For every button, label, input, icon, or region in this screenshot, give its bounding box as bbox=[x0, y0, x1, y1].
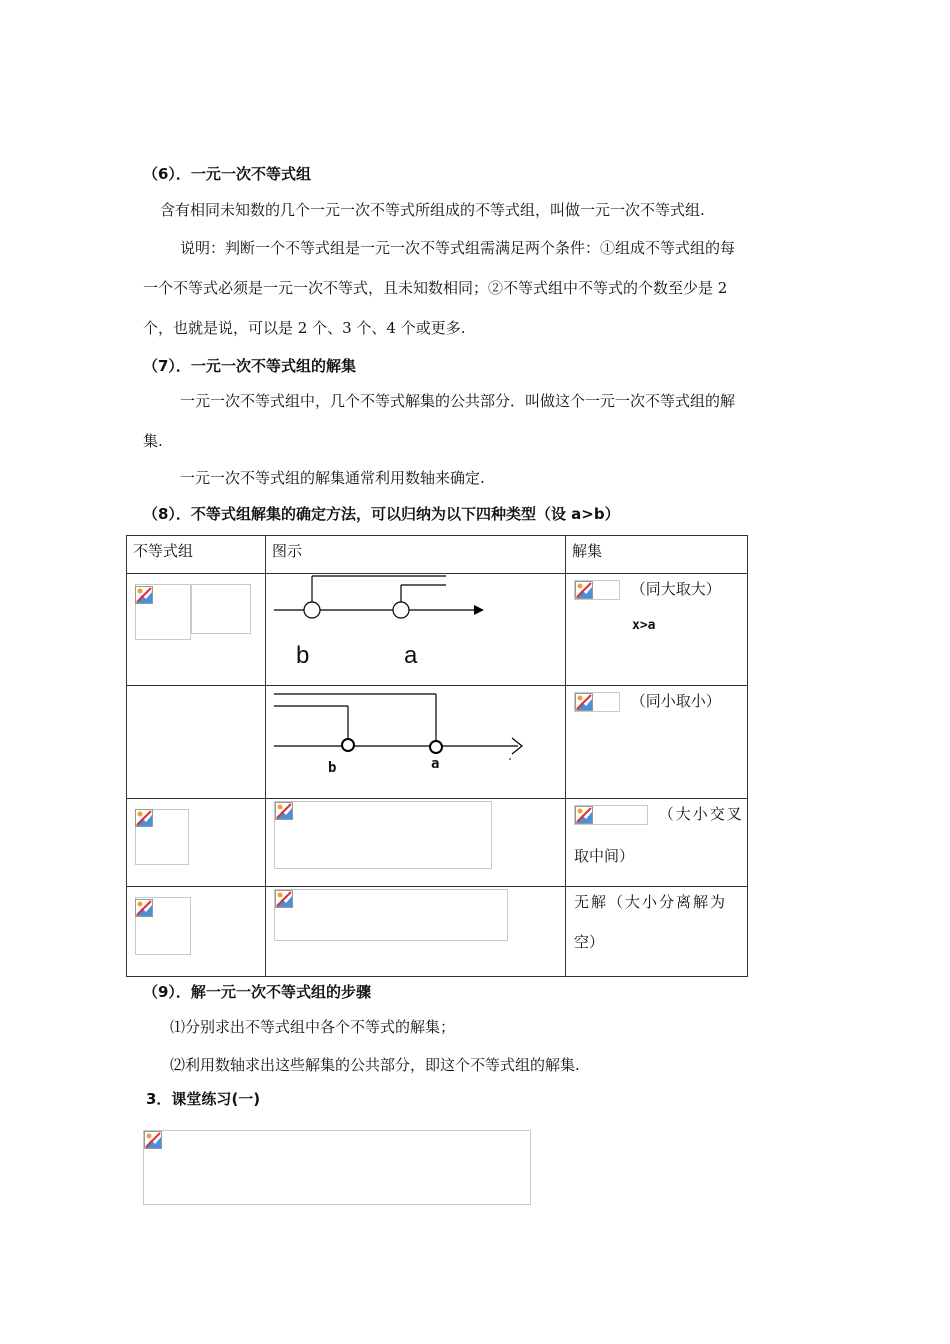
label-b: b bbox=[328, 760, 337, 776]
broken-image-icon bbox=[575, 693, 593, 711]
point-b-circle bbox=[304, 602, 320, 618]
table-row bbox=[127, 686, 748, 799]
image-placeholder bbox=[191, 584, 251, 634]
point-b-circle bbox=[342, 739, 354, 751]
table-row bbox=[127, 574, 748, 686]
section-6-note-line-2: 一个不等式必须是一元一次不等式，且未知数相同；②不等式组中不等式的个数至少是 2 bbox=[143, 279, 728, 297]
axis-arrow bbox=[474, 605, 484, 615]
table-cell bbox=[566, 887, 748, 977]
header-system: 不等式组 bbox=[133, 542, 194, 560]
inequality-types-table bbox=[126, 535, 748, 977]
broken-image-icon bbox=[135, 586, 153, 604]
section-6-note-line-3: 个，也就是说，可以是 2 个、3 个、4 个或更多. bbox=[143, 319, 466, 337]
broken-image-icon bbox=[135, 899, 153, 917]
solution-rule-line bbox=[574, 803, 744, 825]
table-cell bbox=[266, 686, 566, 799]
image-placeholder bbox=[574, 580, 620, 600]
section-7-note: 一元一次不等式组的解集通常利用数轴来确定. bbox=[180, 469, 485, 487]
section-6-title: （6）．一元一次不等式组 bbox=[143, 165, 311, 183]
table-header-row bbox=[127, 536, 748, 574]
section-7-title: （7）．一元一次不等式组的解集 bbox=[143, 357, 356, 375]
solution-rule-line bbox=[574, 690, 721, 712]
table-row bbox=[127, 887, 748, 977]
header-diagram: 图示 bbox=[272, 542, 303, 560]
table-cell bbox=[566, 574, 748, 686]
table-cell bbox=[127, 686, 266, 799]
section-7-definition-line-1: 一元一次不等式组中，几个不等式解集的公共部分．叫做这个一元一次不等式组的解 bbox=[180, 392, 736, 410]
section-6-note-line-1: 说明：判断一个不等式组是一元一次不等式组需满足两个条件：①组成不等式组的每 bbox=[180, 239, 736, 257]
broken-image-icon bbox=[135, 809, 153, 827]
solution-rule: （同大取大） bbox=[630, 580, 721, 598]
section-6-definition: 含有相同未知数的几个一元一次不等式所组成的不等式组，叫做一元一次不等式组. bbox=[160, 201, 705, 219]
table-cell bbox=[127, 799, 266, 887]
label-b: b bbox=[296, 642, 310, 669]
solution-expression: x>a bbox=[632, 618, 656, 633]
header-solution: 解集 bbox=[572, 542, 603, 560]
table-cell bbox=[127, 887, 266, 977]
classroom-practice-title: 3．课堂练习(一) bbox=[146, 1090, 261, 1108]
image-placeholder bbox=[574, 805, 648, 825]
section-9-title: （9）．解一元一次不等式组的步骤 bbox=[143, 983, 371, 1001]
header-cell bbox=[566, 536, 748, 574]
table-cell bbox=[127, 574, 266, 686]
broken-image-icon bbox=[144, 1131, 162, 1149]
table-row bbox=[127, 799, 748, 887]
image-placeholder bbox=[574, 692, 620, 712]
solution-rule-line-1: （大小交叉 bbox=[658, 805, 744, 823]
solution-rule: （同小取小） bbox=[630, 692, 721, 710]
solution-rule-line-2: 取中间） bbox=[574, 847, 635, 865]
label-a: a bbox=[404, 642, 418, 669]
point-a-circle bbox=[393, 602, 409, 618]
solution-rule-line-1: 无解（大小分离解为 bbox=[574, 893, 728, 911]
table-cell bbox=[266, 887, 566, 977]
point-a-circle bbox=[430, 741, 442, 753]
table-cell bbox=[566, 799, 748, 887]
solution-rule-line bbox=[574, 578, 721, 600]
section-9-step-1: ⑴分别求出不等式组中各个不等式的解集； bbox=[170, 1018, 456, 1036]
label-a: a bbox=[431, 756, 440, 772]
table-cell bbox=[266, 574, 566, 686]
broken-image-icon bbox=[575, 806, 593, 824]
number-line-diagram bbox=[266, 686, 566, 799]
section-7-definition-line-2: 集. bbox=[143, 432, 163, 450]
image-placeholder bbox=[274, 801, 492, 869]
header-cell bbox=[266, 536, 566, 574]
table-cell bbox=[266, 799, 566, 887]
broken-image-icon bbox=[575, 581, 593, 599]
table-cell bbox=[566, 686, 748, 799]
solution-rule-line-2: 空） bbox=[574, 933, 605, 951]
image-placeholder bbox=[143, 1130, 531, 1205]
section-9-step-2: ⑵利用数轴求出这些解集的公共部分，即这个不等式组的解集. bbox=[170, 1056, 580, 1074]
broken-image-icon bbox=[275, 890, 293, 908]
image-placeholder bbox=[274, 889, 508, 941]
broken-image-icon bbox=[275, 802, 293, 820]
header-cell bbox=[127, 536, 266, 574]
section-8-title: （8）．不等式组解集的确定方法，可以归纳为以下四种类型（设 a>b） bbox=[143, 505, 620, 523]
